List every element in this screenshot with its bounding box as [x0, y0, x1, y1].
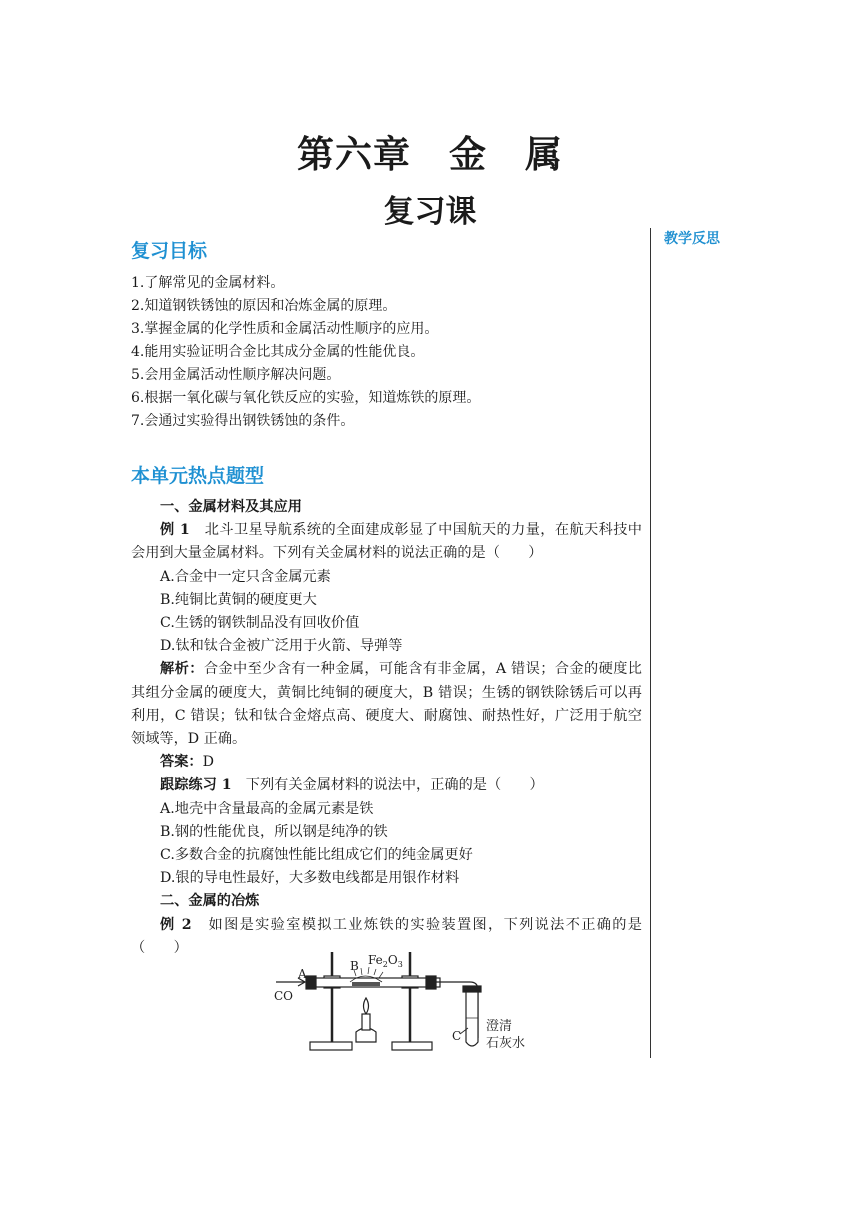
lesson-title: 复习课 [383, 194, 477, 230]
option-item: B.钢的性能优良，所以钢是纯净的铁 [160, 823, 388, 840]
label-fe2o3: $Fe_2O_3$ [368, 953, 403, 969]
label-limewater-2: 石灰水 [486, 1036, 526, 1051]
ironmaking-apparatus-figure [270, 948, 540, 1058]
option-item: D.钛和钛合金被广泛用于火箭、导弹等 [160, 638, 403, 655]
analysis-text: 合金中至少含有一种金属，可能含有非金属，A 错误；合金的硬度比其组分金属的硬度大，黄铜比纯铜的硬度大，B 错误；生锈的钢铁除锈后可以再利用，C 错误；钛和钛合金熔点高、硬度大、耐腐蚀、耐热性好，广泛用于航空领域等，D 正确。 [131, 661, 642, 748]
objective-item: 3.掌握金属的化学性质和金属活动性顺序的应用。 [131, 321, 439, 337]
part1-heading: 一、金属材料及其应用 [160, 499, 302, 515]
objective-item: 1.了解常见的金属材料。 [131, 275, 285, 291]
part2-heading: 二、金属的冶炼 [160, 893, 260, 910]
margin-divider [650, 228, 651, 1058]
example1-label: 例 1 [160, 522, 190, 539]
practice1-label: 跟踪练习 1 [160, 777, 232, 794]
example2-text: 如图是实验室模拟工业炼铁的实验装置图，下列说法不正确的是（ ） [131, 916, 642, 956]
option-item: A.地壳中含量最高的金属元素是铁 [160, 800, 374, 817]
objective-item: 5.会用金属活动性顺序解决问题。 [131, 367, 341, 383]
objectives-list [131, 272, 641, 433]
label-a: A [298, 967, 307, 981]
objectives-heading: 复习目标 [131, 240, 208, 262]
answer-label: 答案： [160, 754, 203, 771]
option-item: C.多数合金的抗腐蚀性能比组成它们的纯金属更好 [160, 847, 473, 864]
teaching-reflection-label: 教学反思 [664, 231, 720, 247]
hot-topics-body [131, 496, 642, 960]
objective-item: 4.能用实验证明合金比其成分金属的性能优良。 [131, 344, 425, 360]
option-item: A.合金中一定只含金属元素 [160, 568, 331, 585]
analysis-label: 解析： [160, 661, 204, 678]
option-item: D.银的导电性最好，大多数电线都是用银作材料 [160, 870, 460, 887]
example1-stem [131, 519, 642, 565]
example1-analysis [131, 658, 642, 751]
label-limewater-1: 澄清 [486, 1019, 513, 1034]
chapter-title: 第六章 金 属 [297, 133, 563, 176]
example1-text: 北斗卫星导航系统的全面建成彰显了中国航天的力量，在航天科技中会用到大量金属材料。下列有关金属材料的说法正确的是（ ） [131, 522, 642, 562]
practice1-stem [131, 774, 642, 797]
practice1-text: 下列有关金属材料的说法中，正确的是（ ） [231, 777, 544, 794]
objective-item: 6.根据一氧化碳与氧化铁反应的实验，知道炼铁的原理。 [131, 390, 481, 406]
label-b: B [350, 959, 359, 973]
label-co: CO [274, 989, 294, 1003]
option-item: C.生锈的钢铁制品没有回收价值 [160, 615, 360, 632]
objective-item: 7.会通过实验得出钢铁锈蚀的条件。 [131, 413, 355, 429]
answer-value: D [202, 754, 214, 771]
objective-item: 2.知道钢铁锈蚀的原因和冶炼金属的原理。 [131, 298, 397, 314]
hot-topics-heading: 本单元热点题型 [131, 465, 265, 487]
example1-answer [131, 751, 642, 774]
option-item: B.纯铜比黄铜的硬度更大 [160, 591, 317, 608]
example2-label: 例 2 [160, 916, 192, 933]
label-c: C [452, 1029, 462, 1043]
